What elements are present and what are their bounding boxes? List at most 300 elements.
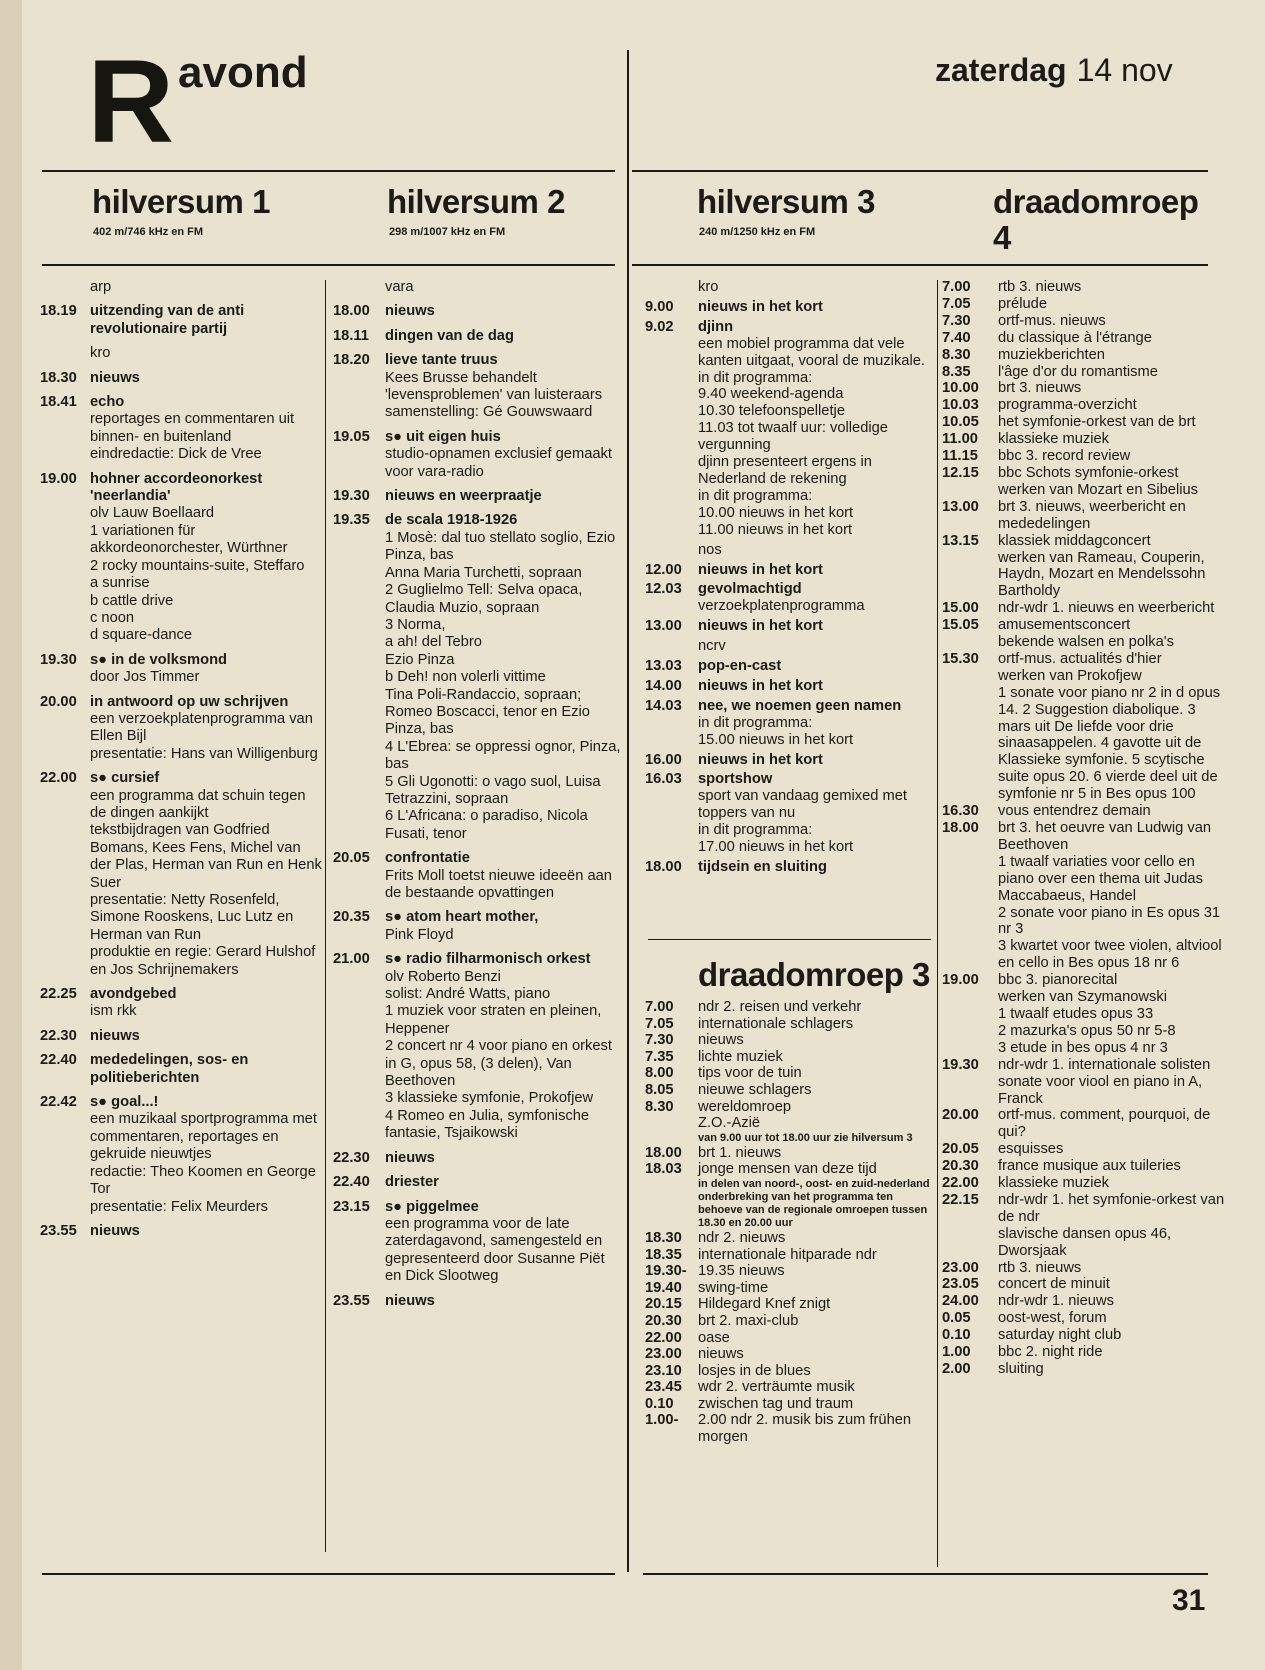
entry-line: produktie en regie: Gerard Hulshof en Jos Schrijnemakers — [90, 944, 316, 978]
entry-line: 11.03 tot twaalf uur: volledige vergunning — [698, 420, 888, 454]
h1-schedule — [40, 279, 322, 1247]
entry-body — [998, 414, 1230, 431]
entry-body — [698, 678, 935, 695]
entry-time: 18.00 — [645, 1144, 682, 1161]
entry-line: brt 3. het oeuvre van Ludwig van Beethoven — [998, 820, 1212, 853]
schedule-entry — [40, 370, 322, 387]
entry-line: 1 muziek voor straten en pleinen, Heppener — [385, 1003, 602, 1037]
entry-line: presentatie: Hans van Willigenburg — [90, 745, 318, 762]
schedule-entry — [645, 1032, 935, 1049]
schedule-entry — [645, 1379, 935, 1396]
entry-time — [645, 638, 698, 655]
entry-line: een mobiel programma dat vele kanten uitgaat, vooral de muzikale. — [698, 335, 925, 369]
entry-time: 18.30 — [40, 369, 77, 386]
schedule-entry — [942, 1327, 1230, 1344]
h3-schedule — [645, 279, 935, 879]
entry-time: 7.05 — [942, 295, 971, 312]
entry-body — [998, 617, 1230, 651]
entry-title: nieuws — [90, 1027, 140, 1044]
schedule-entry — [333, 303, 623, 320]
entry-body — [698, 1247, 935, 1264]
entry-body — [698, 771, 935, 856]
entry-line: 5 Gli Ugonotti: o vago suol, Luisa Tetrazzini, sopraan — [385, 773, 601, 807]
entry-line: 17.00 nieuws in het kort — [698, 839, 854, 856]
entry-body — [90, 345, 322, 362]
entry-body — [698, 1032, 935, 1049]
entry-title: nieuws in het kort — [698, 751, 823, 768]
entry-line: 2 rocky mountains-suite, Steffaro — [90, 557, 305, 574]
entry-line: d square-dance — [90, 627, 193, 644]
entry-line: 11.00 nieuws in het kort — [698, 521, 853, 538]
schedule-entry — [942, 1293, 1230, 1310]
entry-body — [385, 352, 623, 422]
entry-body — [998, 347, 1230, 364]
entry-title: s● radio filharmonisch orkest — [385, 951, 591, 968]
entry-line: france musique aux tuileries — [998, 1158, 1181, 1175]
entry-line: brt 3. nieuws — [998, 380, 1082, 397]
entry-body — [698, 581, 935, 615]
entry-line: in dit programma: — [698, 487, 813, 504]
entry-line: bekende walsen en polka's — [998, 634, 1174, 651]
d4-schedule — [942, 279, 1230, 1378]
entry-line: b cattle drive — [90, 592, 174, 609]
entry-title: nee, we noemen geen namen — [698, 697, 902, 714]
schedule-entry — [942, 364, 1230, 381]
entry-body — [698, 1145, 935, 1162]
entry-line: klassieke muziek — [998, 431, 1110, 448]
entry-title: nieuws — [90, 369, 140, 386]
entry-line: olv Lauw Boellaard — [90, 505, 215, 522]
entry-body — [385, 850, 623, 902]
entry-line: ndr-wdr 1. nieuws — [998, 1293, 1114, 1310]
schedule-entry — [942, 617, 1230, 651]
entry-line: nieuws — [698, 1346, 744, 1363]
entry-body — [698, 542, 935, 559]
entry-time: 22.00 — [645, 1329, 682, 1346]
entry-time: 19.05 — [333, 428, 370, 445]
entry-body — [698, 1313, 935, 1330]
schedule-entry — [942, 499, 1230, 533]
page-number: 31 — [1172, 1584, 1206, 1617]
entry-line: een verzoekplatenprogramma van Ellen Bijl — [90, 710, 313, 745]
entry-line: eindredactie: Dick de Vree — [90, 446, 262, 463]
entry-line: nieuws — [698, 1032, 744, 1049]
entry-title: uitzending van de anti revolutionaire partij — [90, 303, 245, 337]
schedule-entry — [40, 303, 322, 338]
entry-time: 18.00 — [645, 859, 682, 875]
entry-body — [698, 1396, 935, 1413]
entry-body — [998, 448, 1230, 465]
entry-line: studio-opnamen exclusief gemaakt voor vara-radio — [385, 446, 612, 480]
entry-body — [998, 465, 1230, 499]
entry-title: s● in de volksmond — [90, 651, 228, 668]
entry-body — [90, 370, 322, 387]
entry-body — [698, 638, 935, 655]
entry-time: 15.00 — [942, 600, 979, 617]
schedule-entry — [942, 651, 1230, 803]
entry-line: Anna Maria Turchetti, sopraan — [385, 564, 582, 581]
entry-title: s● atom heart mother, — [385, 909, 539, 926]
entry-line: klassieke muziek — [998, 1175, 1110, 1192]
entry-line: amusementsconcert — [998, 617, 1131, 634]
schedule-entry — [645, 319, 935, 539]
header-rule-left — [42, 264, 615, 266]
entry-body — [90, 1028, 322, 1045]
entry-body — [385, 1174, 623, 1191]
entry-body — [90, 770, 322, 979]
entry-title: de scala 1918-1926 — [385, 512, 518, 529]
schedule-entry — [942, 533, 1230, 601]
entry-body — [385, 909, 623, 944]
page-gutter — [0, 0, 22, 1670]
schedule-entry — [40, 1223, 322, 1240]
entry-time: 13.00 — [942, 498, 979, 515]
entry-body — [385, 328, 623, 345]
entry-time: 19.00 — [942, 972, 979, 989]
entry-time: 22.30 — [333, 1149, 370, 1166]
entry-time: 23.10 — [645, 1362, 682, 1379]
schedule-entry — [645, 1049, 935, 1066]
entry-body — [698, 1363, 935, 1380]
entry-line: rtb 3. nieuws — [998, 279, 1082, 295]
schedule-entry — [645, 279, 935, 296]
schedule-entry — [645, 678, 935, 695]
entry-time: 14.03 — [645, 697, 682, 714]
entry-line: bbc 3. record review — [998, 448, 1131, 465]
schedule-entry — [40, 1094, 322, 1216]
col-divider-h3-d4 — [937, 280, 938, 1567]
d3-section — [645, 947, 935, 1446]
entry-body — [698, 1161, 935, 1230]
entry-time: 16.00 — [645, 751, 682, 768]
entry-time: 7.40 — [942, 329, 971, 346]
h2-title: hilversum 2 — [387, 183, 565, 220]
entry-time: 23.55 — [40, 1222, 77, 1239]
center-divider — [627, 50, 629, 1572]
entry-body — [698, 1346, 935, 1363]
entry-body — [998, 313, 1230, 330]
entry-title: avondgebed — [90, 986, 177, 1003]
entry-line: vous entendrez demain — [998, 803, 1151, 820]
entry-time: 8.30 — [942, 346, 971, 363]
entry-line: tekstbijdragen van Godfried Bomans, Kees Fens, Michel van der Plas, Herman van Run en Henk Suer — [90, 822, 322, 891]
entry-line: redactie: Theo Koomen en George Tor — [90, 1163, 316, 1198]
entry-title: hohner accordeonorkest 'neerlandia' — [90, 470, 263, 505]
entry-body — [698, 1082, 935, 1099]
entry-line: bbc 3. pianorecital — [998, 972, 1118, 989]
entry-title: s● goal...! — [90, 1094, 159, 1111]
entry-line: olv Roberto Benzi — [385, 968, 501, 985]
entry-line: zwischen tag und traum — [698, 1395, 854, 1412]
entry-body — [698, 658, 935, 675]
entry-time: 19.30 — [942, 1056, 979, 1073]
entry-body — [698, 859, 935, 876]
entry-line: muziekberichten — [998, 346, 1105, 363]
entry-line: presentatie: Netty Rosenfeld, Simone Rooskens, Luc Lutz en Herman van Run — [90, 892, 294, 943]
entry-body — [698, 562, 935, 579]
entry-time: 13.00 — [645, 618, 682, 635]
entry-line: solist: André Watts, piano — [385, 986, 551, 1003]
top-rule-right — [632, 170, 1208, 172]
entry-line: 4 Romeo en Julia, symfonische fantasie, Tsjaikowski — [385, 1107, 590, 1142]
entry-time: 20.30 — [645, 1312, 682, 1329]
entry-time: 7.00 — [645, 999, 674, 1015]
entry-line: programma-overzicht — [998, 397, 1137, 414]
entry-line: ndr-wdr 1. internationale solisten — [998, 1056, 1211, 1073]
entry-body — [698, 279, 935, 296]
entry-line: internationale schlagers — [698, 1015, 854, 1032]
entry-title: nieuws in het kort — [698, 298, 823, 315]
schedule-entry — [333, 850, 623, 902]
schedule-entry — [645, 1280, 935, 1297]
entry-time: 19.30 — [40, 651, 77, 668]
entry-body — [998, 1327, 1230, 1344]
entry-body — [90, 1052, 322, 1087]
entry-line: 4 L'Ebrea: se oppressi ognor, Pinza, bas — [385, 738, 621, 773]
schedule-entry — [40, 1028, 322, 1045]
entry-line: ortf-mus. actualités d'hier — [998, 650, 1162, 667]
schedule-entry — [942, 448, 1230, 465]
entry-line: saturday night club — [998, 1327, 1122, 1344]
entry-title: in antwoord op uw schrijven — [90, 693, 289, 710]
entry-line: een muzikaal sportprogramma met commentaren, reportages en gekruide nieuwtjes — [90, 1111, 317, 1163]
entry-body — [998, 1361, 1230, 1378]
entry-time: 12.03 — [645, 581, 682, 598]
entry-time — [333, 279, 385, 296]
entry-time: 10.00 — [942, 380, 979, 397]
entry-line: presentatie: Felix Meurders — [90, 1198, 268, 1215]
entry-time: 7.00 — [942, 279, 971, 295]
entry-body — [698, 1296, 935, 1313]
d3-title: draadomroep 3 — [698, 956, 930, 993]
entry-line: Hildegard Knef znigt — [698, 1296, 831, 1313]
entry-body — [698, 1230, 935, 1247]
schedule-entry — [645, 752, 935, 769]
entry-line: prélude — [998, 295, 1047, 312]
entry-line: rtb 3. nieuws — [998, 1259, 1082, 1276]
schedule-entry — [645, 1132, 935, 1145]
schedule-entry — [645, 1099, 935, 1132]
entry-time: 20.15 — [645, 1296, 682, 1313]
schedule-entry — [942, 465, 1230, 499]
entry-body — [698, 1412, 935, 1445]
entry-line: 3 kwartet voor twee violen, altviool en cello in Bes opus 18 nr 6 — [998, 938, 1222, 972]
schedule-entry — [645, 1330, 935, 1347]
entry-line: Z.O.-Azië — [698, 1115, 761, 1132]
header-day: zaterdag — [935, 52, 1067, 88]
entry-line: Tina Poli-Randaccio, sopraan; Romeo Boscacci, tenor en Ezio Pinza, bas — [385, 686, 590, 738]
h3-freq: 240 m/1250 kHz en FM — [699, 226, 816, 238]
entry-body — [998, 1344, 1230, 1361]
schedule-entry — [942, 1057, 1230, 1108]
entry-line: a sunrise — [90, 575, 150, 592]
entry-time — [40, 345, 90, 362]
entry-time: 2.00 — [942, 1361, 971, 1377]
entry-body — [90, 652, 322, 687]
schedule-entry — [645, 1263, 935, 1280]
entry-time: 22.00 — [942, 1175, 979, 1192]
entry-time: 18.19 — [40, 303, 77, 320]
entry-line: 2 mazurka's opus 50 nr 5-8 — [998, 1022, 1176, 1039]
entry-line: du classique à l'étrange — [998, 329, 1152, 346]
entry-body — [698, 319, 935, 539]
entry-title: nieuws — [385, 1292, 435, 1309]
entry-line: kro — [698, 279, 719, 295]
entry-time: 0.10 — [942, 1327, 971, 1344]
schedule-entry — [645, 1346, 935, 1363]
entry-line: Frits Moll toetst nieuwe ideeën aan de bestaande opvattingen — [385, 867, 612, 901]
entry-line: brt 1. nieuws — [698, 1144, 782, 1161]
entry-title: nieuws in het kort — [698, 677, 823, 694]
entry-time: 24.00 — [942, 1293, 979, 1310]
entry-body — [90, 471, 322, 645]
bottom-rule-left — [42, 1573, 615, 1575]
entry-body — [698, 1016, 935, 1033]
entry-time: 12.00 — [645, 561, 682, 578]
entry-line: ndr-wdr 1. het symfonie-orkest van de ndr — [998, 1191, 1225, 1225]
entry-time: 18.03 — [645, 1161, 682, 1178]
entry-time: 23.00 — [942, 1259, 979, 1276]
entry-line: een programma dat schuin tegen de dingen aankijkt — [90, 787, 306, 821]
entry-time: 8.30 — [645, 1098, 674, 1115]
entry-time: 12.15 — [942, 464, 979, 481]
entry-body — [998, 1141, 1230, 1158]
entry-body — [998, 296, 1230, 313]
schedule-entry — [942, 431, 1230, 448]
entry-line: het symfonie-orkest van de brt — [998, 414, 1196, 431]
schedule-entry — [645, 638, 935, 655]
schedule-entry — [942, 1361, 1230, 1378]
entry-line: sluiting — [998, 1361, 1044, 1377]
schedule-entry — [333, 352, 623, 422]
entry-body — [998, 1175, 1230, 1192]
entry-time: 20.00 — [40, 693, 77, 710]
entry-body — [90, 694, 322, 764]
entry-line: brt 3. nieuws, weerbericht en mededelingen — [998, 498, 1186, 532]
entry-line: bbc Schots symfonie-orkest — [998, 464, 1179, 481]
entry-line: concert de minuit — [998, 1276, 1110, 1293]
entry-line: wdr 2. verträumte musik — [698, 1379, 855, 1396]
entry-body — [998, 820, 1230, 972]
entry-time: 19.40 — [645, 1279, 682, 1296]
entry-line: c noon — [90, 609, 135, 626]
schedule-entry — [645, 1412, 935, 1445]
entry-body — [698, 618, 935, 635]
entry-body — [385, 951, 623, 1142]
entry-line: ndr 2. reisen und verkehr — [698, 999, 862, 1015]
schedule-entry — [942, 1310, 1230, 1327]
entry-line: werken van Szymanowski — [998, 989, 1167, 1006]
entry-body — [998, 499, 1230, 533]
entry-body — [698, 1263, 935, 1280]
schedule-entry — [645, 542, 935, 559]
schedule-entry — [645, 1313, 935, 1330]
h1-title: hilversum 1 — [92, 183, 270, 220]
entry-line: ortf-mus. nieuws — [998, 312, 1106, 329]
entry-line: 2 concert nr 4 voor piano en orkest in G, opus 58, (3 delen), Van Beethoven — [385, 1038, 612, 1090]
header-word: avond — [178, 48, 308, 97]
entry-body — [385, 488, 623, 505]
entry-body — [998, 1260, 1230, 1277]
entry-time: 8.05 — [645, 1081, 674, 1098]
entry-line: door Jos Timmer — [90, 669, 200, 686]
entry-line: 15.00 nieuws in het kort — [698, 731, 854, 748]
entry-line: 1 twaalf variaties voor cello en piano over een thema uit Judas Maccabaeus, Handel — [998, 853, 1203, 904]
entry-time: 19.30 — [333, 488, 370, 505]
entry-line: brt 2. maxi-club — [698, 1312, 799, 1329]
entry-body — [698, 1280, 935, 1297]
entry-time: 18.00 — [942, 820, 979, 836]
entry-line: Ezio Pinza — [385, 651, 455, 668]
entry-body — [90, 279, 322, 296]
entry-line: 2 sonate voor piano in Es opus 31 nr 3 — [998, 904, 1221, 938]
entry-time: 7.30 — [942, 312, 971, 329]
schedule-entry — [942, 1158, 1230, 1175]
col-divider-h1-h2 — [325, 280, 326, 1552]
d4-title: draadomroep 4 — [993, 183, 1199, 256]
schedule-entry — [645, 1396, 935, 1413]
schedule-entry — [942, 347, 1230, 364]
entry-line: losjes in de blues — [698, 1362, 811, 1379]
entry-body — [90, 1094, 322, 1216]
entry-line: ortf-mus. comment, pourquoi, de qui? — [998, 1107, 1211, 1141]
schedule-entry — [40, 279, 322, 296]
entry-time — [40, 279, 90, 296]
entry-body — [998, 1192, 1230, 1260]
schedule-entry — [942, 600, 1230, 617]
entry-time: 20.30 — [942, 1158, 979, 1175]
entry-line: 1 Mosè: dal tuo stellato soglio, Ezio Pinza, bas — [385, 529, 616, 564]
entry-time: 19.30- — [645, 1263, 687, 1280]
entry-body — [998, 1310, 1230, 1327]
entry-time: 9.00 — [645, 298, 674, 315]
schedule-entry — [333, 279, 623, 296]
entry-line: ism rkk — [90, 1003, 137, 1020]
entry-body — [998, 533, 1230, 601]
entry-line: 6 L'Africana: o paradiso, Nicola Fusati, tenor — [385, 808, 588, 842]
entry-body — [698, 299, 935, 316]
entry-line: werken van Mozart en Sibelius — [998, 481, 1199, 498]
entry-time: 23.15 — [333, 1198, 370, 1215]
entry-time: 7.30 — [645, 1032, 674, 1049]
entry-line: klassiek middagconcert — [998, 532, 1151, 549]
entry-line: 1 variationen für akkordeonorchester, Würthner — [90, 522, 288, 557]
entry-line: wereldomroep — [698, 1098, 792, 1115]
entry-body — [698, 1065, 935, 1082]
entry-line: 9.40 weekend-agenda — [698, 386, 844, 403]
schedule-entry — [942, 1107, 1230, 1141]
entry-body — [385, 303, 623, 320]
entry-time: 18.30 — [645, 1229, 682, 1246]
schedule-entry — [942, 972, 1230, 1057]
entry-time: 20.35 — [333, 909, 370, 926]
entry-time: 10.05 — [942, 414, 979, 431]
entry-time: 11.15 — [942, 448, 978, 465]
entry-body — [90, 986, 322, 1021]
entry-line: in dit programma: — [698, 369, 813, 386]
schedule-entry — [40, 770, 322, 979]
bottom-rule-right — [643, 1573, 1208, 1575]
entry-line: esquisses — [998, 1141, 1064, 1158]
entry-body — [998, 397, 1230, 414]
entry-time: 23.45 — [645, 1379, 682, 1396]
entry-time: 23.05 — [942, 1276, 979, 1293]
schedule-entry — [645, 562, 935, 579]
entry-time: 0.10 — [645, 1395, 674, 1412]
header-letter: R — [87, 36, 169, 168]
entry-time: 23.00 — [645, 1346, 682, 1363]
schedule-entry — [645, 618, 935, 635]
